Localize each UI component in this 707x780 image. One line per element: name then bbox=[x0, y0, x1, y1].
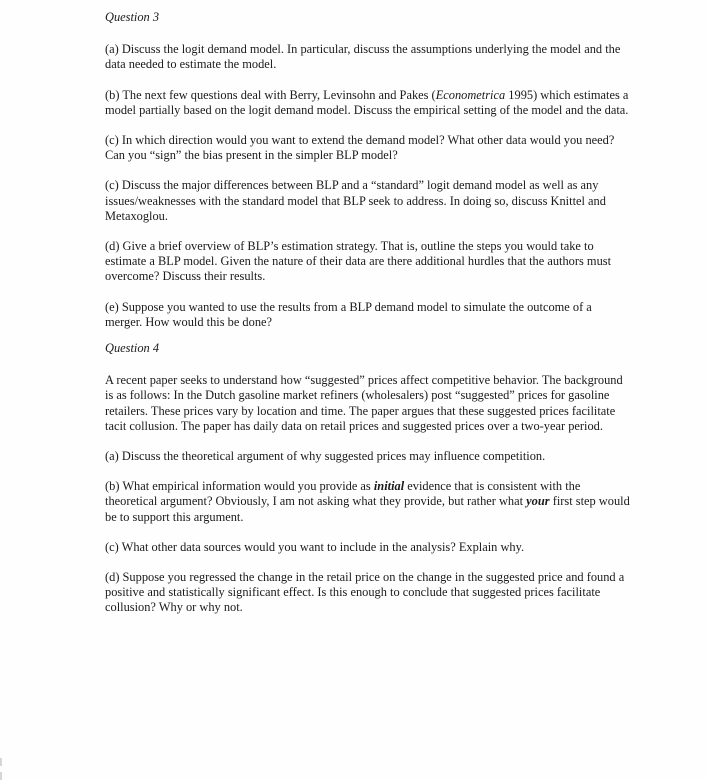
q3-item-b bbox=[105, 88, 630, 118]
q4-item-b bbox=[105, 479, 630, 525]
q4-item-b-emph-your: your bbox=[526, 494, 550, 509]
q3-item-c-differences: (c) Discuss the major differences between BLP and a “standard” logit demand model as well as any issues/weaknesses with the standard model that BLP seek to address. In doing so, discuss Knittel and Metaxoglou. bbox=[105, 178, 606, 223]
q3-item-a: (a) Discuss the logit demand model. In particular, discuss the assumptions underlying the model and the data needed to estimate the model. bbox=[105, 42, 621, 72]
question-3-heading: Question 3 bbox=[105, 10, 160, 24]
q4-item-a: (a) Discuss the theoretical argument of why suggested prices may influence competition. bbox=[105, 449, 546, 464]
q4-item-b-text-1: (b) What empirical information would you provide as bbox=[105, 479, 374, 494]
q3-item-b-journal: Econometrica bbox=[435, 87, 506, 102]
q4-item-b-text-3: first step would be to support this argument. bbox=[105, 494, 630, 524]
scan-edge-mark bbox=[0, 772, 2, 780]
q4-item-b-emph-initial: initial bbox=[373, 479, 405, 494]
q4-item-b-text-2: evidence that is consistent with the theoretical argument? Obviously, I am not asking what they provide, but rather what bbox=[105, 479, 581, 509]
q3-item-b-text-2: 1995) which estimates a model partially based on the logit demand model. Discuss the empirical setting of the model and the data. bbox=[105, 87, 629, 117]
q4-intro: A recent paper seeks to understand how “suggested” prices affect competitive behavior. The background is as follows: In the Dutch gasoline market refiners (wholesalers) post “suggested” prices for gasoline retailers. These prices vary by location and time. The paper argues that these suggested prices facilitate tacit collusion. The paper has daily data on retail prices and suggested prices over a two-year period. bbox=[105, 373, 623, 433]
q4-item-d: (d) Suppose you regressed the change in the retail price on the change in the suggested price and found a positive and statistically significant effect. Is this enough to conclude that suggested prices facilitate collusion? Why or why not. bbox=[105, 570, 625, 615]
q3-item-b-text-1: (b) The next few questions deal with Berry, Levinsohn and Pakes ( bbox=[105, 87, 436, 102]
document-content bbox=[105, 10, 630, 616]
scan-edge-mark bbox=[0, 758, 2, 766]
q3-item-d: (d) Give a brief overview of BLP’s estimation strategy. That is, outline the steps you would take to estimate a BLP model. Given the nature of their data are there additional hurdles that the authors must overcome? Discuss their results. bbox=[105, 239, 612, 284]
question-4-heading: Question 4 bbox=[105, 341, 160, 356]
q3-item-e: (e) Suppose you wanted to use the results from a BLP demand model to simulate the outcome of a merger. How would this be done? bbox=[105, 299, 592, 329]
q4-item-c: (c) What other data sources would you want to include in the analysis? Explain why. bbox=[105, 539, 525, 554]
q3-item-c-direction: (c) In which direction would you want to extend the demand model? What other data would you need? Can you “sign” the bias present in the simpler BLP model? bbox=[105, 133, 615, 163]
